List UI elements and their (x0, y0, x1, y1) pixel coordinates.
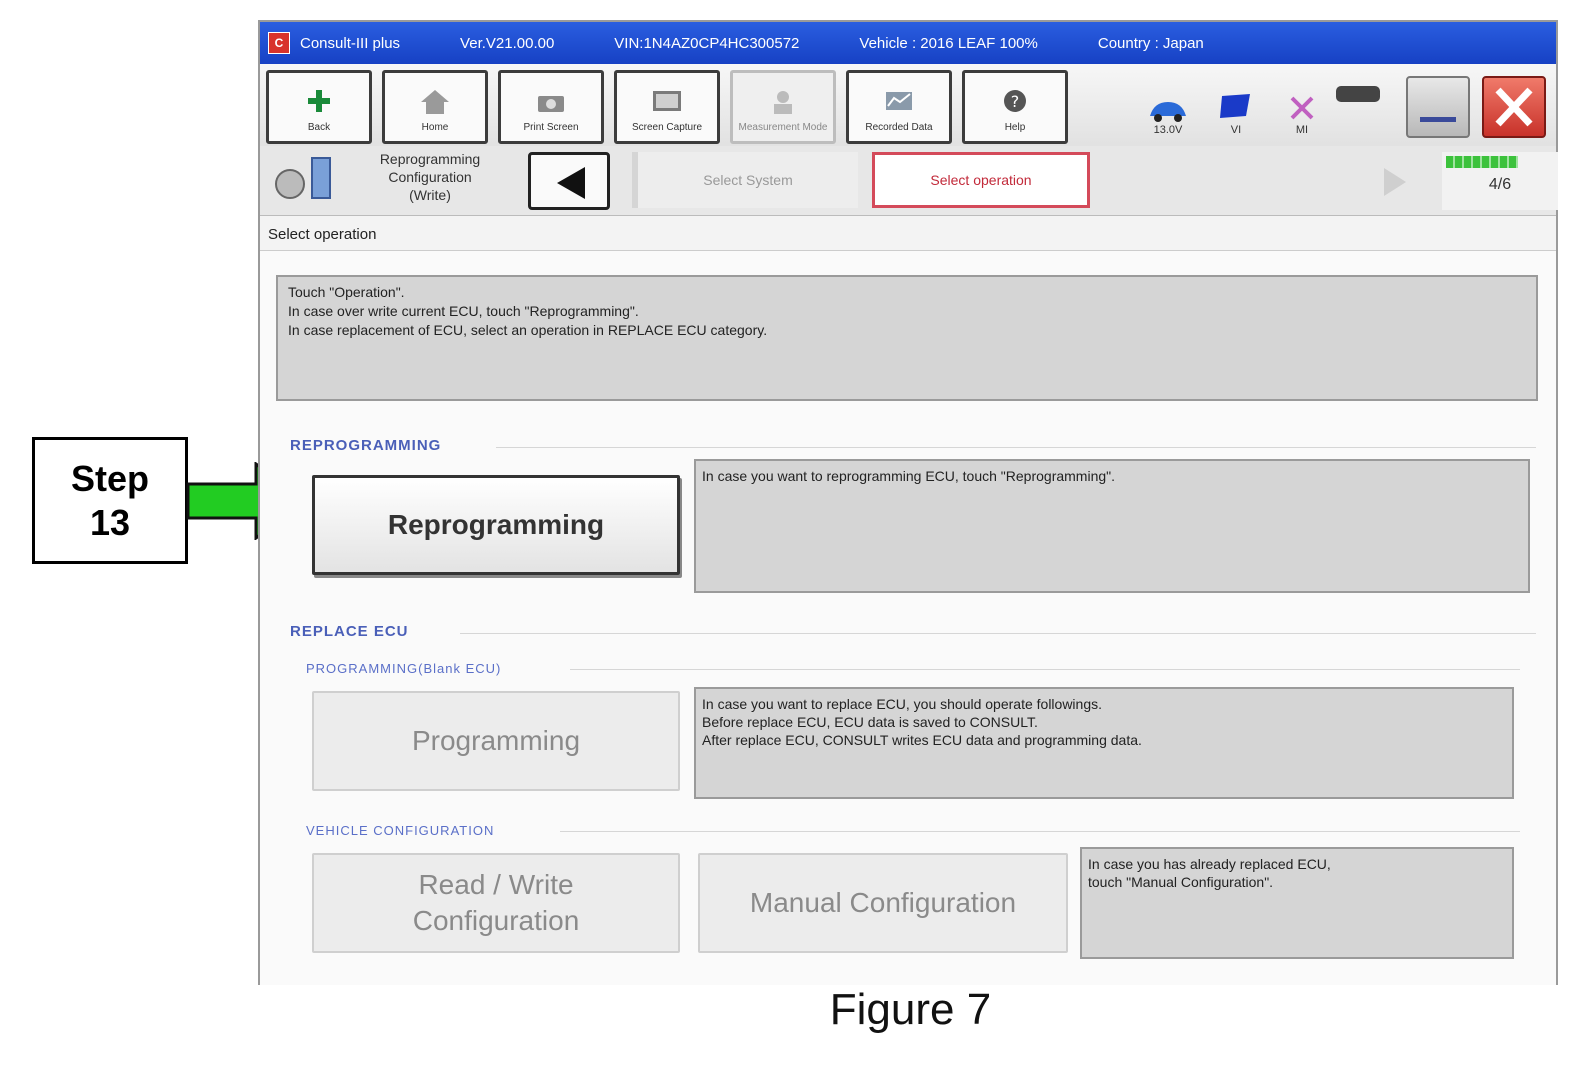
navigation-bar (260, 146, 1556, 216)
subsection-programming: PROGRAMMING(Blank ECU) (306, 661, 502, 676)
nav-back-button[interactable] (528, 152, 610, 210)
instruction-box: Touch "Operation". In case over write current ECU, touch "Reprogramming". In case replacement of ECU, select an operation in REPLACE ECU category. (276, 275, 1538, 401)
divider (460, 633, 1536, 634)
battery-voltage-status: 13.0V (1140, 74, 1196, 136)
battery-voltage-icon (1146, 94, 1190, 124)
manual-configuration-button[interactable]: Manual Configuration (698, 853, 1068, 953)
nav-next-button[interactable] (1364, 160, 1422, 206)
crumb-select-operation: Select operation (872, 152, 1090, 208)
connection-icon (1334, 82, 1382, 106)
section-reprogramming: REPROGRAMMING (290, 437, 442, 454)
step-number: 13 (89, 501, 131, 543)
mode-label: Reprogramming Configuration (Write) (379, 151, 481, 203)
programming-button[interactable]: Programming (312, 691, 680, 791)
figure-caption: Figure 7 (829, 985, 992, 1034)
help-button[interactable]: ? Help (962, 70, 1068, 144)
progress-label: 4/6 (1488, 176, 1512, 193)
progress-bar (1446, 156, 1518, 168)
home-button[interactable]: Home (382, 70, 488, 144)
main-content (260, 250, 1556, 985)
back-plus-icon (302, 88, 336, 116)
recorded-data-icon (882, 88, 916, 116)
step-progress (1442, 152, 1558, 210)
country-label: Country : Japan (1097, 34, 1204, 52)
back-button[interactable]: Back (266, 70, 372, 144)
reprogramming-desc: In case you want to reprogramming ECU, touch "Reprogramming". (694, 459, 1530, 593)
recorded-data-button[interactable]: Recorded Data (846, 70, 952, 144)
connection-status (1330, 74, 1386, 136)
section-replace-ecu: REPLACE ECU (290, 623, 409, 640)
vehicle-label: Vehicle : 2016 LEAF 100% (859, 34, 1038, 52)
title-bar (260, 22, 1556, 64)
divider (496, 447, 1536, 448)
page-title: Select operation (268, 226, 377, 243)
help-icon (998, 88, 1032, 116)
divider (560, 831, 1520, 832)
vi-status: VI (1208, 74, 1264, 136)
screen-capture-button[interactable]: Screen Capture (614, 70, 720, 144)
vin-label: VIN:1N4AZ0CP4HC300572 (614, 34, 800, 52)
screen-capture-icon (650, 88, 684, 116)
step-label: Step (70, 457, 149, 499)
programming-desc: In case you want to replace ECU, you should operate followings. Before replace ECU, ECU data is saved to CONSULT. After replace ECU, CONSULT writes ECU data and programming data. (694, 687, 1514, 799)
home-icon (418, 88, 452, 116)
app-version: Ver.V21.00.00 (460, 34, 555, 52)
svg-text:?: ? (1010, 92, 1020, 111)
read-write-configuration-button[interactable]: Read / Write Configuration (312, 853, 680, 953)
subsection-vehicle-configuration: VEHICLE CONFIGURATION (306, 823, 495, 838)
configuration-desc: In case you has already replaced ECU, touch "Manual Configuration". (1080, 847, 1514, 959)
camera-icon (534, 88, 568, 116)
reprogramming-mode-icon (266, 154, 344, 206)
consult-window (258, 20, 1558, 985)
close-button[interactable] (1482, 76, 1546, 138)
mi-icon (1286, 92, 1318, 124)
vi-icon (1216, 92, 1256, 124)
app-logo-icon: C (268, 32, 290, 54)
divider (570, 669, 1520, 670)
app-title: Consult-III plus (300, 34, 401, 52)
minimize-button[interactable] (1406, 76, 1470, 138)
close-icon (1484, 78, 1544, 136)
reprogramming-button[interactable]: Reprogramming (312, 475, 680, 575)
crumb-select-system[interactable]: Select System (632, 152, 858, 208)
mi-status: MI (1274, 74, 1330, 136)
print-screen-button[interactable]: Print Screen (498, 70, 604, 144)
measurement-mode-button[interactable]: Measurement Mode (730, 70, 836, 144)
measurement-icon (766, 88, 800, 116)
step-callout (32, 437, 188, 564)
